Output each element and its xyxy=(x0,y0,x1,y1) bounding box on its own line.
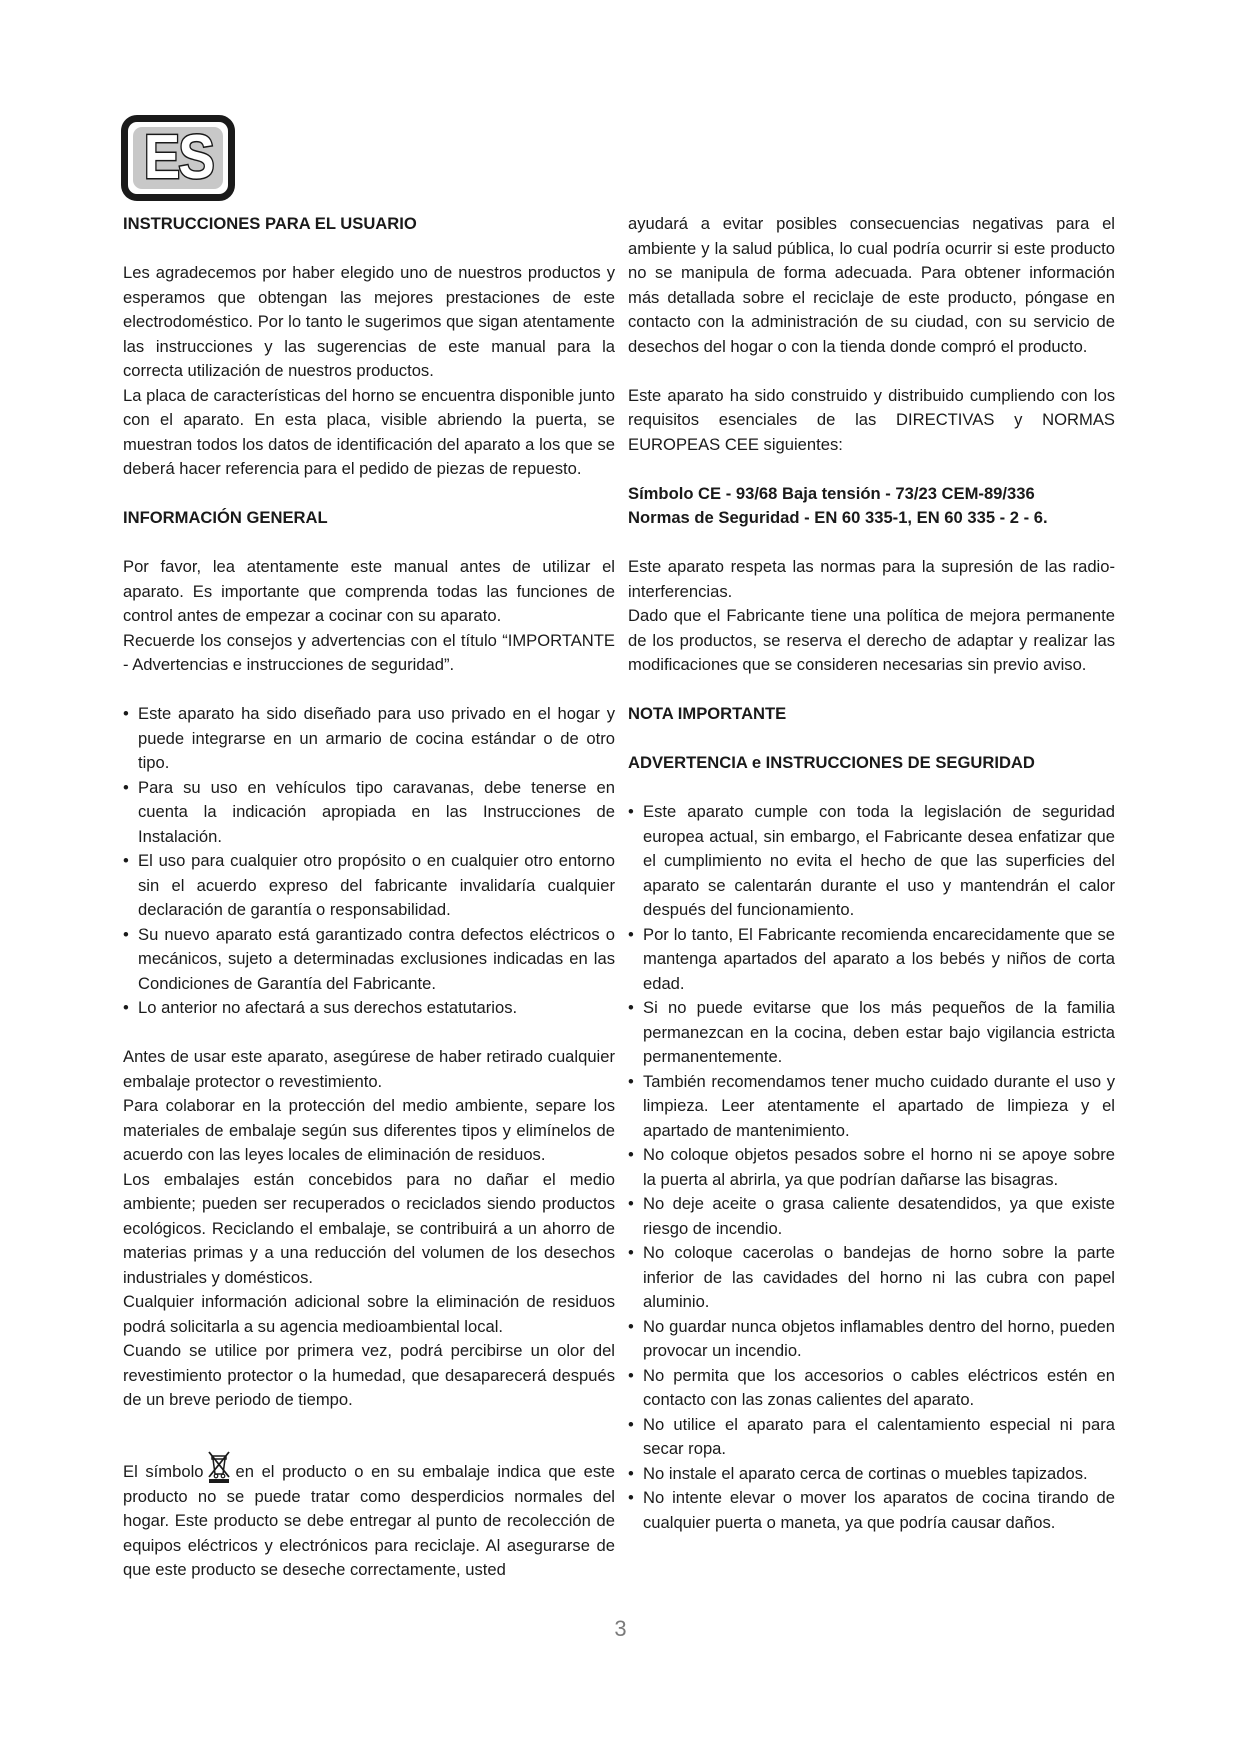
list-item: • No intente elevar o mover los aparatos de cocina tirando de cualquier puerta o maneta, ya que podría causar daños. xyxy=(628,1486,1115,1535)
language-badge xyxy=(121,115,235,201)
general-bullet-list xyxy=(123,702,615,1021)
language-code: ES xyxy=(143,123,213,192)
paragraph: Dado que el Fabricante tiene una política de mejora permanente de los productos, se reserva el derecho de adaptar y realizar las modificaciones que se consideren necesarias sin previo aviso. xyxy=(628,606,1115,674)
paragraph: Antes de usar este aparato, asegúrese de haber retirado cualquier embalaje protector o revestimiento. xyxy=(123,1047,615,1091)
paragraph: Por favor, lea atentamente este manual antes de utilizar el aparato. Es importante que comprenda todas las funciones de control antes de empezar a cocinar con su aparato. xyxy=(123,557,615,625)
ce-symbol-line: Símbolo CE - 93/68 Baja tensión - 73/23 CEM-89/336 xyxy=(628,483,1035,503)
list-item: • Para su uso en vehículos tipo caravanas, debe tenerse en cuenta la indicación apropiada en las Instrucciones de Instalación. xyxy=(123,776,615,850)
page-number: 3 xyxy=(614,1616,627,1641)
paragraph: ayudará a evitar posibles consecuencias negativas para el ambiente y la salud pública, lo cual podría ocurrir si este producto no se manipula de forma adecuada. Para obtener información más detallada sobre el reciclaje de este producto, póngase en contacto con la administración de su ciudad, con su servicio de desechos del hogar o con la tienda donde compró el producto. xyxy=(628,214,1115,356)
list-item: • No guardar nunca objetos inflamables dentro del horno, pueden provocar un incendio. xyxy=(628,1315,1115,1364)
paragraph: Este aparato ha sido construido y distribuido cumpliendo con los requisitos esenciales de las DIRECTIVAS y NORMAS EUROPEAS CEE siguientes: xyxy=(628,385,1115,454)
paragraph: Cualquier información adicional sobre la eliminación de residuos podrá solicitarla a su agencia medioambiental local. xyxy=(123,1292,615,1336)
list-item: • Si no puede evitarse que los más pequeños de la familia permanezcan en la cocina, deben estar bajo vigilancia estricta permanentemente. xyxy=(628,996,1115,1070)
right-column xyxy=(628,212,1115,1535)
list-item: • No coloque objetos pesados sobre el horno ni se apoye sobre la puerta al abrirla, ya que podrían dañarse las bisagras. xyxy=(628,1143,1115,1192)
paragraph: Cuando se utilice por primera vez, podrá percibirse un olor del revestimiento protector o la humedad, que desaparecerá después de un breve periodo de tiempo. xyxy=(123,1341,615,1409)
paragraph: Recuerde los consejos y advertencias con el título “IMPORTANTE - Advertencias e instrucciones de seguridad”. xyxy=(123,630,615,674)
weee-crossed-bin-icon xyxy=(205,1449,233,1483)
heading-user-instructions: INSTRUCCIONES PARA EL USUARIO xyxy=(123,214,417,233)
list-item: • Lo anterior no afectará a sus derechos estatutarios. xyxy=(123,996,615,1021)
heading-safety-warning: ADVERTENCIA e INSTRUCCIONES DE SEGURIDAD xyxy=(628,753,1035,772)
weee-text-pre: El símbolo xyxy=(123,1462,204,1481)
list-item: • No deje aceite o grasa caliente desatendidos, ya que existe riesgo de incendio. xyxy=(628,1192,1115,1241)
list-item: • También recomendamos tener mucho cuidado durante el uso y limpieza. Leer atentamente el apartado de limpieza y el apartado de mantenimiento. xyxy=(628,1070,1115,1144)
weee-text-post: en el producto o en su embalaje indica que este producto no se puede tratar como desperdicios normales del hogar. Este producto se debe entregar al punto de recolección de equipos eléctricos y electrónicos para reciclaje. Al asegurarse de que este producto se deseche correctamente, usted xyxy=(123,1462,615,1579)
list-item: • Este aparato cumple con toda la legislación de seguridad europea actual, sin embargo, el Fabricante desea enfatizar que el cumplimiento no evita el hecho de que las superficies del aparato se calentarán durante el uso y mantendrán el calor después del funcionamiento. xyxy=(628,800,1115,923)
list-item: • El uso para cualquier otro propósito o en cualquier otro entorno sin el acuerdo expreso del fabricante invalidaría cualquier declaración de garantía o responsabilidad. xyxy=(123,849,615,923)
list-item: • Este aparato ha sido diseñado para uso privado en el hogar y puede integrarse en un armario de cocina estándar o de otro tipo. xyxy=(123,702,615,776)
safety-standards-line: Normas de Seguridad - EN 60 335-1, EN 60 335 - 2 - 6. xyxy=(628,508,1048,527)
list-item: • No instale el aparato cerca de cortinas o muebles tapizados. xyxy=(628,1462,1115,1487)
list-item: • Por lo tanto, El Fabricante recomienda encarecidamente que se mantenga apartados del aparato a los bebés y niños de corta edad. xyxy=(628,923,1115,997)
paragraph: Les agradecemos por haber elegido uno de nuestros productos y esperamos que obtengan las mejores prestaciones de este electrodoméstico. Por lo tanto le sugerimos que sigan atentamente las instrucciones y las sugerencias de este manual para la correcta utilización de nuestros productos. xyxy=(123,263,615,380)
heading-important-note: NOTA IMPORTANTE xyxy=(628,704,787,723)
paragraph: Los embalajes están concebidos para no dañar el medio ambiente; pueden ser recuperados o reciclados siendo productos ecológicos. Reciclando el embalaje, se contribuirá a un ahorro de materias primas y a una reducción del volumen de los desechos industriales y domésticos. xyxy=(123,1169,615,1287)
paragraph: La placa de características del horno se encuentra disponible junto con el aparato. En esta placa, visible abriendo la puerta, se muestran todos los datos de identificación del aparato a los que se deberá hacer referencia para el pedido de piezas de repuesto. xyxy=(123,385,615,478)
list-item: • Su nuevo aparato está garantizado contra defectos eléctricos o mecánicos, sujeto a determinadas exclusiones indicadas en las Condiciones de Garantía del Fabricante. xyxy=(123,923,615,997)
left-column xyxy=(123,212,615,1583)
list-item: • No coloque cacerolas o bandejas de horno sobre la parte inferior de las cavidades del horno ni las cubra con papel aluminio. xyxy=(628,1241,1115,1315)
list-item: • No permita que los accesorios o cables eléctricos estén en contacto con las zonas calientes del aparato. xyxy=(628,1364,1115,1413)
weee-paragraph xyxy=(123,1449,615,1583)
list-item: • No utilice el aparato para el calentamiento especial ni para secar ropa. xyxy=(628,1413,1115,1462)
paragraph: Este aparato respeta las normas para la supresión de las radio-interferencias. xyxy=(628,557,1115,601)
paragraph: Para colaborar en la protección del medio ambiente, separe los materiales de embalaje según sus diferentes tipos y elimínelos de acuerdo con las leyes locales de eliminación de residuos. xyxy=(123,1096,615,1164)
heading-general-info: INFORMACIÓN GENERAL xyxy=(123,508,328,527)
safety-bullet-list xyxy=(628,800,1115,1535)
